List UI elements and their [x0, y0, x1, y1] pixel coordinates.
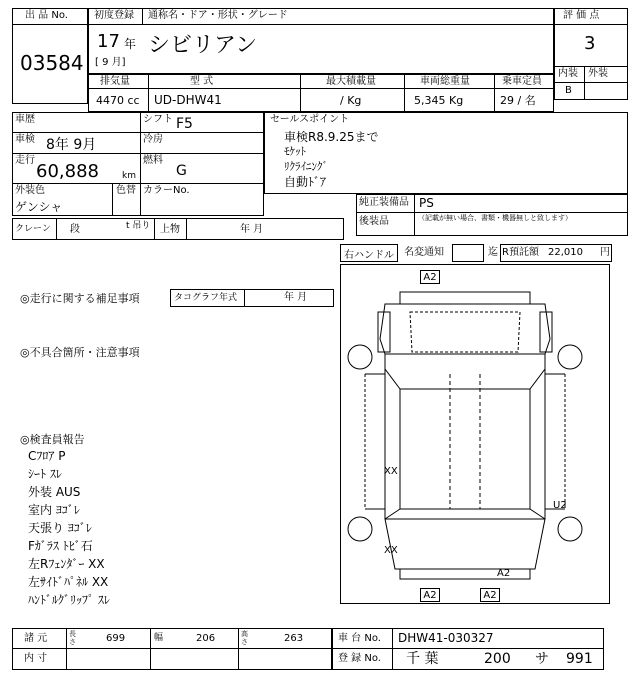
body-outline — [385, 354, 545, 519]
inspector-item-2: ｼｰﾄ ｽﾚ — [28, 467, 62, 481]
damage-mark-rear-left: A2 — [420, 588, 440, 602]
roof-corners — [385, 369, 545, 389]
inspector-item-1: Cﾌﾛｱ P — [28, 449, 66, 463]
deposit-amount: 22,010 — [548, 247, 583, 258]
inspection-date: 8年 9月 — [46, 137, 97, 153]
interior-grade-label: 内装 — [558, 68, 578, 79]
inspector-item-5: 天張り ﾖｺﾞﾚ — [28, 521, 92, 535]
rear-panel — [385, 519, 545, 569]
damage-mark-rear-top: A2 — [497, 568, 511, 579]
genuine-equipment-label: 純正装備品 — [359, 197, 409, 208]
sales-point-label: セールスポイント — [270, 114, 350, 125]
damage-mark-left-side: XX — [384, 466, 398, 477]
dimensions-label: 諸 元 — [24, 633, 48, 644]
tachograph-date: 年 月 — [284, 292, 308, 303]
inspector-item-6: Fｶﾞﾗｽ ﾄﾋﾞ石 — [28, 539, 93, 553]
exterior-grade-label: 外装 — [588, 68, 608, 79]
inspector-item-7: 左Rﾌｪﾝﾀﾞｰ XX — [28, 557, 105, 571]
lot-number-label: 出 品 No. — [25, 10, 68, 21]
bus-damage-diagram — [340, 264, 610, 604]
length-label: 長さ — [69, 630, 76, 646]
history-label: 車歴 — [15, 114, 35, 125]
registration-area: 千 葉 — [406, 651, 439, 667]
first-registration-label: 初度登録 — [94, 10, 134, 21]
grade-score: 3 — [584, 33, 596, 54]
ac-label: 冷房 — [143, 134, 163, 145]
front-right-wheel — [558, 345, 582, 369]
chassis-number-label: 車 台 No. — [338, 633, 381, 644]
year-unit: 年 — [124, 37, 137, 51]
right-hand-drive: 右ハンドル — [340, 244, 398, 262]
inspector-item-3: 外装 AUS — [28, 485, 81, 499]
inspector-item-4: 室内 ﾖｺﾞﾚ — [28, 503, 80, 517]
left-side-panel — [365, 374, 385, 509]
chassis-number: DHW41-030327 — [398, 631, 494, 645]
roof-panel — [400, 389, 530, 509]
right-mirror — [540, 312, 552, 352]
model-name-label: 通称名・ドア・形状・グレード — [148, 10, 288, 21]
genuine-equipment: PS — [419, 196, 434, 210]
type-label: 型 式 — [190, 76, 214, 87]
mileage-label: 走行 — [15, 155, 35, 166]
right-side-panel — [545, 374, 565, 509]
windshield — [410, 312, 520, 352]
body-date: 年 月 — [240, 224, 264, 235]
sales-point-2: ﾓｹｯﾄ — [284, 145, 306, 158]
name-change-box — [452, 244, 484, 262]
front-bumper — [400, 292, 530, 304]
total-weight: 5,345 Kg — [414, 94, 464, 107]
rear-right-wheel — [558, 517, 582, 541]
max-load-label: 最大積載量 — [326, 76, 376, 87]
rear-bumper — [400, 569, 530, 579]
width: 206 — [196, 633, 216, 644]
aftermarket-label: 後装品 — [359, 216, 389, 227]
damage-mark-front: A2 — [420, 270, 440, 284]
lot-number: 03584 — [20, 51, 84, 75]
max-load: / Kg — [340, 94, 362, 107]
height-label: 高さ — [241, 630, 248, 646]
exterior-color: ゲンシャ — [15, 200, 63, 214]
registration-number-label: 登 録 No. — [338, 653, 381, 664]
displacement: 4470 cc — [96, 94, 140, 107]
passenger-capacity: 29 / 名 — [500, 94, 536, 107]
fuel-type: G — [176, 163, 187, 179]
shift-label: シフト — [143, 114, 173, 125]
registration-class: 200 — [484, 651, 511, 667]
capacity-label: 乗車定員 — [502, 76, 542, 87]
tachograph-label: タコグラフ年式 — [174, 293, 238, 303]
sales-point-4: 自動ﾄﾞｱ — [284, 175, 327, 189]
color-number-label: カラーNo. — [143, 185, 190, 196]
crane-stage: 段 — [70, 224, 80, 235]
mileage: 60,888 — [36, 161, 99, 182]
exterior-color-label: 外装色 — [15, 185, 45, 196]
damage-mark-rear-right: A2 — [480, 588, 500, 602]
height: 263 — [284, 633, 304, 644]
mileage-unit: km — [122, 171, 136, 181]
width-label: 幅 — [154, 633, 164, 643]
registration-number: 991 — [566, 651, 593, 667]
deposit-until: 迄 — [488, 247, 498, 258]
sales-point-3: ﾘｸﾗｲﾆﾝｸﾞ — [284, 160, 328, 173]
shift-value: F5 — [176, 116, 193, 132]
registration-year: 17 — [97, 31, 120, 52]
vehicle-type: UD-DHW41 — [154, 93, 222, 107]
inspection-label: 車検 — [15, 134, 35, 145]
interior-grade: B — [565, 85, 572, 96]
driving-notes-label: ◎走行に関する補足事項 — [20, 292, 140, 305]
deposit-unit: 円 — [600, 247, 610, 258]
model-name: シビリアン — [148, 33, 258, 58]
body-label: 上物 — [160, 224, 180, 235]
name-change-label: 名変通知 — [404, 247, 444, 258]
deposit-label: R預託額 — [502, 247, 539, 258]
front-left-wheel — [348, 345, 372, 369]
color-change-label: 色替 — [116, 185, 136, 196]
rear-left-wheel — [348, 517, 372, 541]
aftermarket-note: （記載が無い場合、書類・機器無しと致します） — [418, 214, 572, 222]
inspector-item-9: ﾊﾝﾄﾞﾙｸﾞﾘｯﾌﾟ ｽﾚ — [28, 593, 110, 607]
crane-label: クレーン — [15, 224, 51, 234]
left-mirror — [378, 312, 390, 352]
grade-label: 評 価 点 — [563, 10, 600, 21]
registration-kana: サ — [535, 651, 549, 667]
length: 699 — [106, 633, 126, 644]
inspector-report-label: ◎検査員報告 — [20, 433, 85, 446]
damage-mark-left-rear: XX — [384, 545, 398, 556]
fuel-label: 燃料 — [143, 155, 163, 166]
total-weight-label: 車両総重量 — [420, 76, 470, 87]
defect-notes-label: ◎不具合箇所・注意事項 — [20, 346, 140, 359]
displacement-label: 排気量 — [100, 76, 130, 87]
crane-capacity: t 吊り — [126, 221, 151, 231]
inspector-item-8: 左ｻｲﾄﾞﾊﾟﾈﾙ XX — [28, 575, 109, 589]
sales-point-1: 車検R8.9.25まで — [284, 130, 379, 144]
registration-month: [ 9 月] — [95, 57, 126, 68]
interior-dims-label: 内 寸 — [24, 653, 48, 664]
roof-rear-corners — [385, 509, 545, 519]
damage-mark-right-side: U2 — [553, 500, 567, 511]
